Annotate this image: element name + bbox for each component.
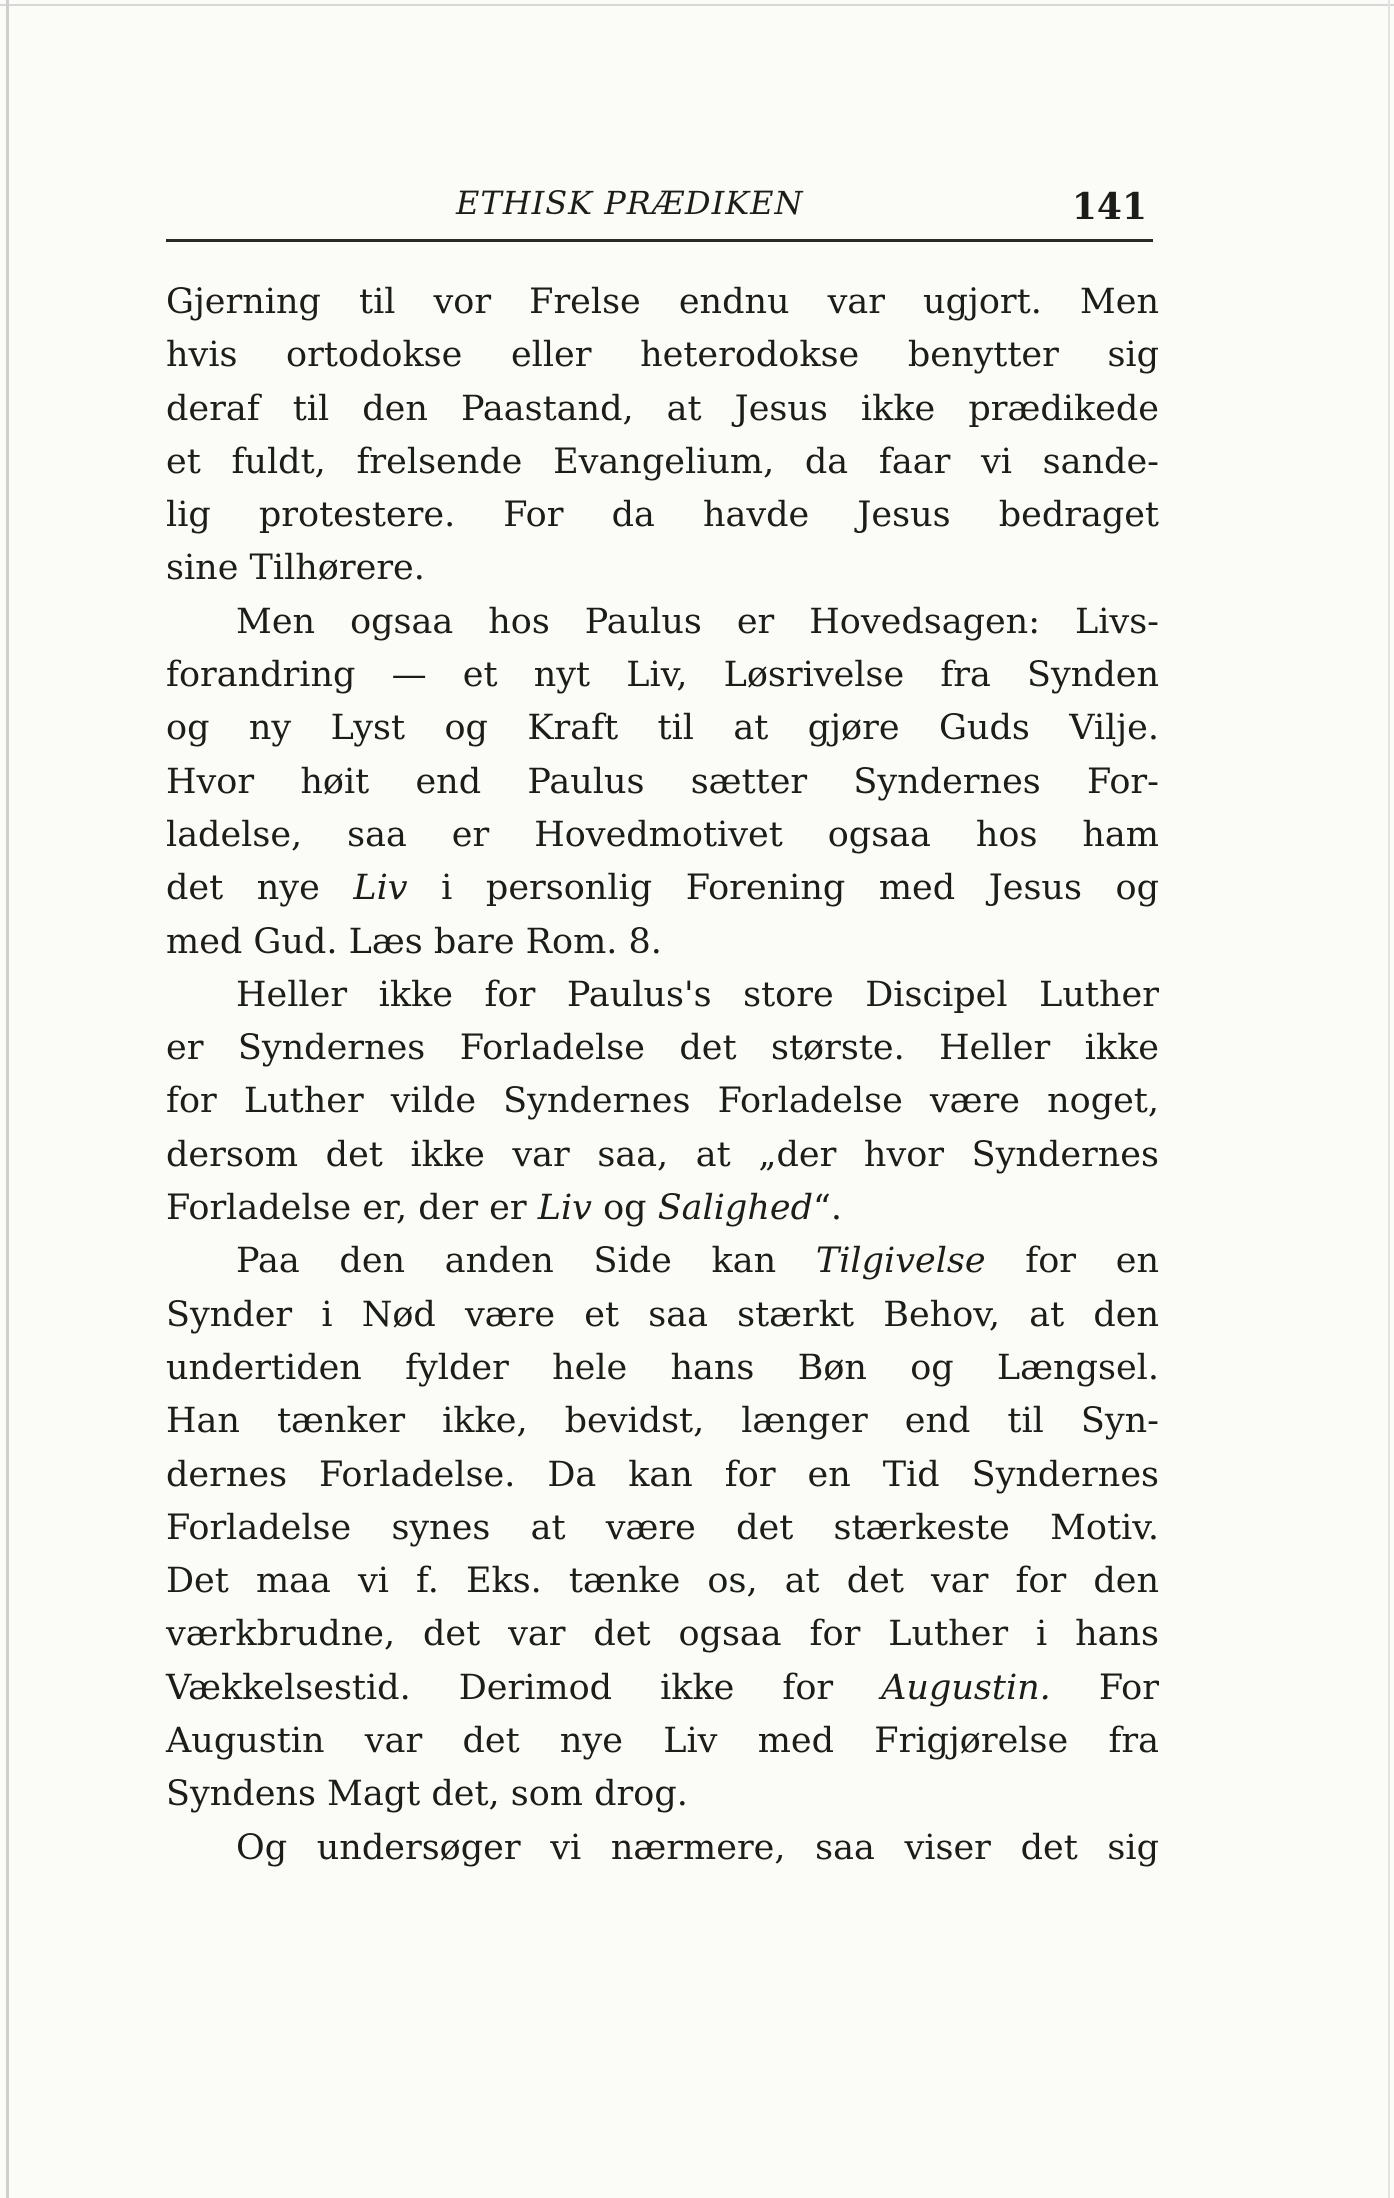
scan-edge-top xyxy=(0,4,1394,6)
text-line: Det maa vi f. Eks. tænke os, at det var for den xyxy=(166,1561,1159,1602)
italic-word: Tilgivelse xyxy=(815,1241,986,1282)
text-line: Augustin var det nye Liv med Frigjørelse fra xyxy=(166,1721,1159,1762)
text-line: deraf til den Paastand, at Jesus ikke prædikede xyxy=(166,388,1159,429)
text-line: ladelse, saa er Hovedmotivet ogsaa hos ham xyxy=(166,814,1159,855)
text-line: Han tænker ikke, bevidst, længer end til Syn- xyxy=(166,1401,1159,1442)
text-line: undertiden fylder hele hans Bøn og Længsel. xyxy=(166,1347,1159,1388)
text-line: sine Tilhørere. xyxy=(166,548,425,589)
text-line: Forladelse synes at være det stærkeste Motiv. xyxy=(166,1507,1159,1548)
text-line: Synder i Nød være et saa stærkt Behov, at den xyxy=(166,1294,1159,1335)
italic-word: Salighed xyxy=(657,1188,813,1229)
text-line: for Luther vilde Syndernes Forladelse være noget, xyxy=(166,1081,1159,1122)
text-line: dersom det ikke var saa, at „der hvor Syndernes xyxy=(166,1134,1159,1175)
text-line: hvis ortodokse eller heterodokse benytter sig xyxy=(166,335,1159,376)
paragraph-first-line: Paa den anden Side kan Tilgivelse for en xyxy=(236,1241,1159,1282)
text-line: værkbrudne, det var det ogsaa for Luther i hans xyxy=(166,1614,1159,1655)
text-line: lig protestere. For da havde Jesus bedraget xyxy=(166,495,1159,536)
italic-word: Liv xyxy=(537,1188,592,1229)
text-line: Gjerning til vor Frelse endnu var ugjort. Men xyxy=(166,282,1159,322)
page-header xyxy=(166,180,1153,240)
text-line: Hvor høit end Paulus sætter Syndernes For- xyxy=(166,761,1159,802)
italic-word: Liv xyxy=(353,868,408,909)
text-line: er Syndernes Forladelse det største. Heller ikke xyxy=(166,1028,1159,1069)
text-line: Syndens Magt det, som drog. xyxy=(166,1774,688,1815)
text-line: Vækkelsestid. Derimod ikke for Augustin. For xyxy=(166,1667,1159,1708)
italic-word: Augustin. xyxy=(881,1667,1051,1708)
body-text xyxy=(166,276,1159,1875)
text-line: det nye Liv i personlig Forening med Jesus og xyxy=(166,868,1159,909)
text-line: med Gud. Læs bare Rom. 8. xyxy=(166,921,662,962)
running-title: ETHISK PRÆDIKEN xyxy=(456,184,804,222)
paragraph-first-line: Heller ikke for Paulus's store Discipel Luther xyxy=(236,974,1159,1015)
paragraph-first-line: Men ogsaa hos Paulus er Hovedsagen: Livs- xyxy=(236,601,1159,642)
text-line: Forladelse er, der er Liv og Salighed“. xyxy=(166,1188,843,1229)
text-line: forandring — et nyt Liv, Løsrivelse fra Synden xyxy=(166,655,1159,696)
scan-edge-left xyxy=(6,0,9,2198)
page-number: 141 xyxy=(1071,186,1147,228)
scan-edge-right xyxy=(1388,0,1390,2198)
text-line: et fuldt, frelsende Evangelium, da faar vi sande- xyxy=(166,441,1159,482)
paragraph-first-line: Og undersøger vi nærmere, saa viser det sig xyxy=(236,1827,1159,1868)
text-line: og ny Lyst og Kraft til at gjøre Guds Vilje. xyxy=(166,708,1159,749)
text-line: dernes Forladelse. Da kan for en Tid Syndernes xyxy=(166,1454,1159,1495)
header-rule xyxy=(166,239,1153,242)
